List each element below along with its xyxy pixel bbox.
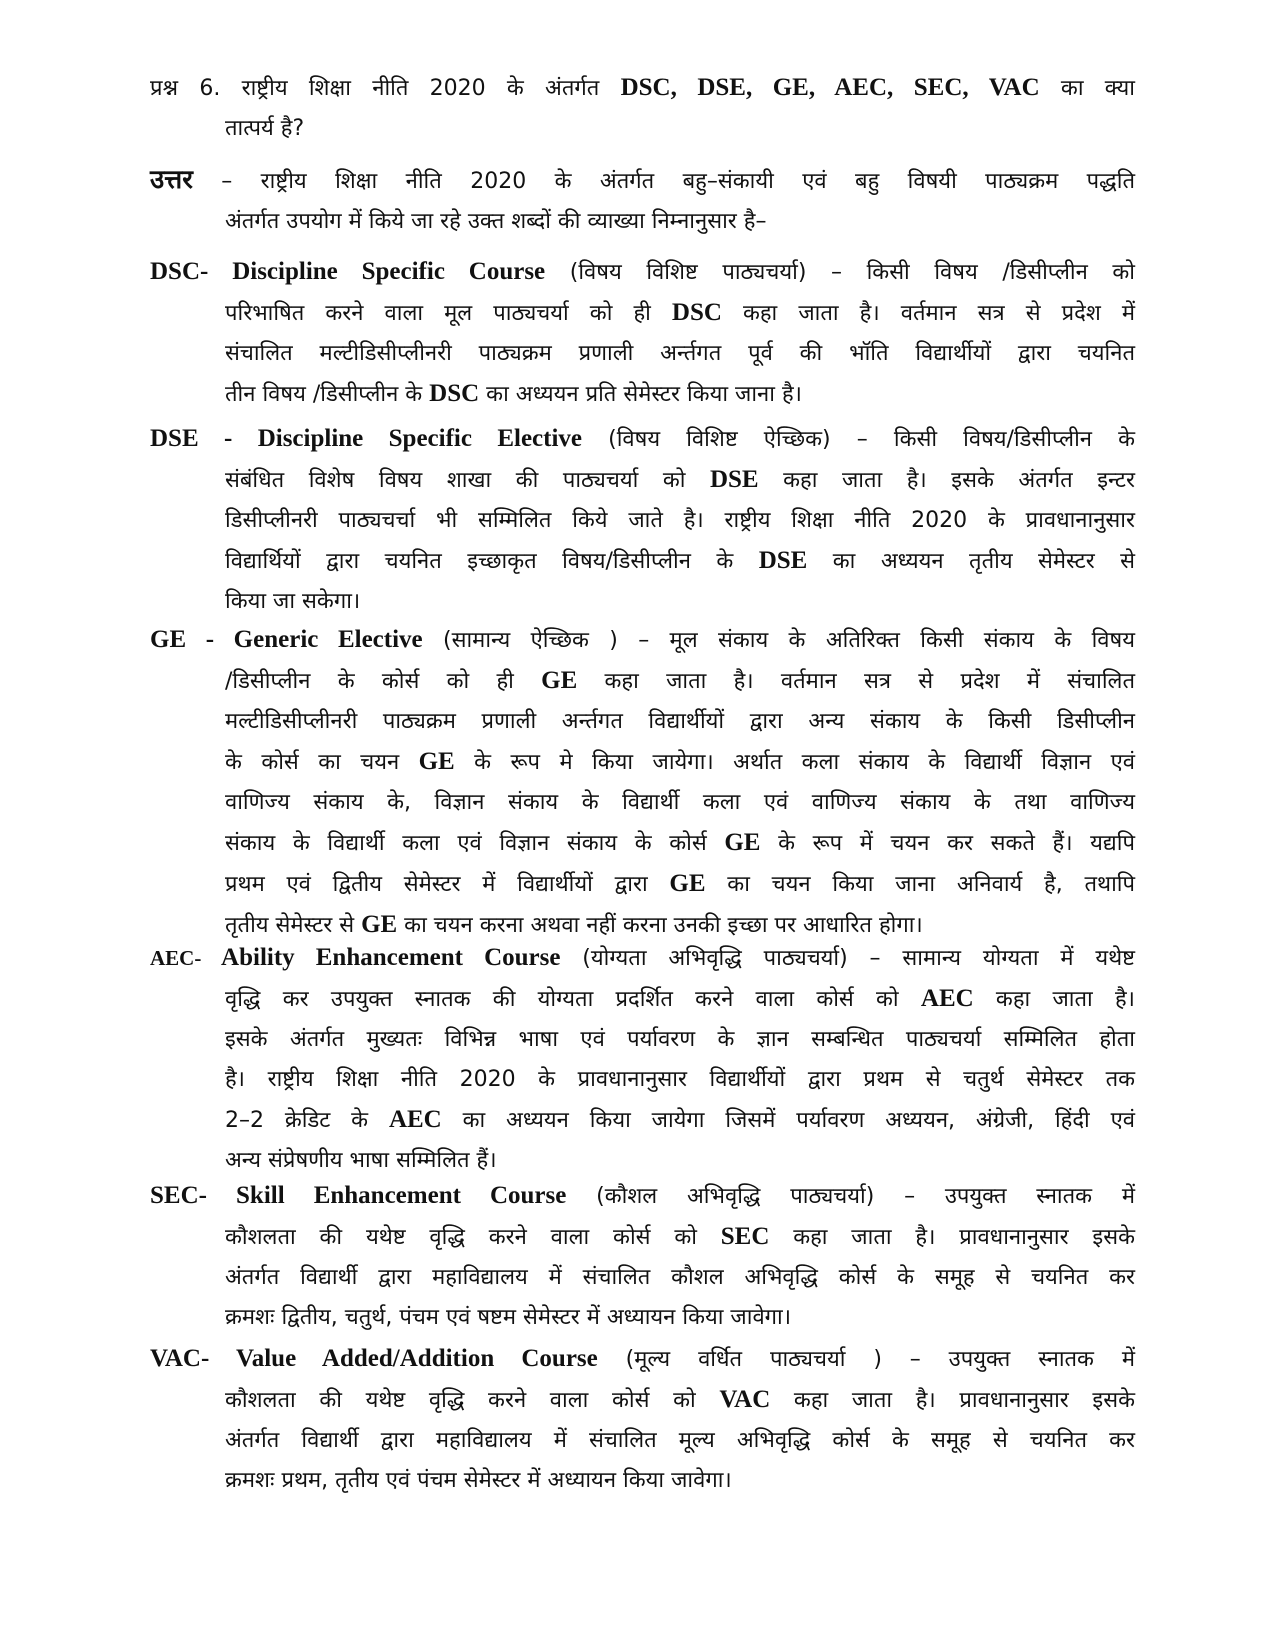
definition-heading-line (150, 1339, 1135, 1380)
body-text: 2–2 क्रेडिट के (225, 1108, 389, 1133)
body-text: डिसीप्लीनरी पाठ्यचर्चा भी सम्मिलित किये जाते है। राष्ट्रीय शिक्षा नीति 2020 के प्रावधानानुसार (225, 508, 1135, 533)
definition-body-line (150, 1141, 1135, 1181)
body-text: संकाय के विद्यार्थी कला एवं विज्ञान संकाय के कोर्स (225, 831, 725, 856)
definition-body-line (150, 334, 1135, 374)
inline-abbr: DSE (758, 547, 808, 574)
body-text: कौशलता की यथेष्ट वृद्धि करने वाला कोर्स को (225, 1388, 720, 1413)
inline-abbr: GE (361, 911, 398, 938)
definition-body-line (150, 1421, 1135, 1461)
definition-section (150, 938, 1135, 1181)
question-line (150, 109, 1135, 149)
definition-heading-line (150, 252, 1135, 293)
body-text: किया जा सकेगा। (225, 589, 361, 614)
definition-body-line (150, 1258, 1135, 1298)
inline-abbr: SEC (720, 1223, 770, 1250)
inline-abbr: AEC (388, 1106, 442, 1133)
definition-title: Value Added/Addition Course (209, 1345, 598, 1372)
body-text: क्रमशः प्रथम, तृतीय एवं पंचम सेमेस्टर में अध्यायन किया जावेगा। (225, 1468, 732, 1493)
body-text: के कोर्स का चयन (225, 750, 419, 775)
definition-section (150, 419, 1135, 622)
definition-title: Ability Enhancement Course (201, 944, 561, 971)
body-text: विद्यार्थियों द्वारा चयनित इच्छाकृत विषय/डिसीप्लीन के (225, 549, 759, 574)
definition-heading-line (150, 419, 1135, 460)
body-text: है। राष्ट्रीय शिक्षा नीति 2020 के प्रावधानानुसार विद्यार्थीयों द्वारा प्रथम से चतुर्थ सेमेस्टर तक (225, 1067, 1135, 1092)
answer-label: उत्तर (150, 165, 193, 195)
definition-hindi-title: (विषय विशिष्ट ऐच्छिक) – किसी विषय/डिसीप्लीन के (582, 427, 1136, 452)
body-text: का अध्ययन प्रति सेमेस्टर किया जाना है। (479, 382, 802, 407)
body-text: प्रथम एवं द्वितीय सेमेस्टर में विद्यार्थीयों द्वारा (225, 872, 670, 897)
definition-body-line (150, 293, 1135, 334)
body-text: वृद्धि कर उपयुक्त स्नातक की योग्यता प्रदर्शित करने वाला कोर्स को (225, 987, 921, 1012)
body-text: कहा जाता है। वर्तमान सत्र से प्रदेश में (721, 301, 1136, 326)
definition-title: - Generic Elective (186, 626, 423, 653)
body-text: के रूप मे किया जायेगा। अर्थात कला संकाय के विद्यार्थी विज्ञान एवं (454, 750, 1135, 775)
definition-body-line (150, 979, 1135, 1020)
definition-section (150, 252, 1135, 415)
body-text: कहा जाता है। इसके अंतर्गत इन्टर (758, 468, 1136, 493)
definition-abbr: DSC- (150, 258, 209, 285)
inline-abbr: DSC (671, 299, 722, 326)
question-text: राष्ट्रीय शिक्षा नीति 2020 के अंतर्गत (241, 76, 621, 101)
definition-body-line (150, 1060, 1135, 1100)
answer-line (150, 160, 1135, 202)
body-text: संचालित मल्टीडिसीप्लीनरी पाठ्यक्रम प्रणाली अर्न्तगत पूर्व की भॉति विद्यार्थीयों द्वारा चयनित (225, 341, 1135, 366)
definition-hindi-title: (मूल्य वर्धित पाठ्यचर्या ) – उपयुक्त स्नातक में (597, 1347, 1135, 1372)
body-text: कहा जाता है। प्रावधानानुसार इसके (769, 1225, 1135, 1250)
body-text: का अध्ययन किया जायेगा जिसमें पर्यावरण अध्ययन, अंग्रेजी, हिंदी एवं (441, 1108, 1135, 1133)
definition-body-line (150, 702, 1135, 742)
definition-abbr: DSE (150, 425, 199, 452)
definition-body-line (150, 582, 1135, 622)
inline-abbr: DSC (429, 380, 480, 407)
body-text: कौशलता की यथेष्ट वृद्धि करने वाला कोर्स को (225, 1225, 721, 1250)
body-text: संबंधित विशेष विषय शाखा की पाठ्यचर्या को (225, 468, 710, 493)
inline-abbr: GE (418, 748, 455, 775)
definition-heading-line (150, 1176, 1135, 1217)
definition-abbr: VAC- (150, 1345, 210, 1372)
question-label: प्रश्न 6. (150, 76, 221, 101)
inline-abbr: AEC (920, 985, 974, 1012)
question-text: तात्पर्य है? (225, 116, 305, 141)
definition-section (150, 620, 1135, 946)
definition-body-line (150, 783, 1135, 823)
inline-abbr: DSE (709, 466, 759, 493)
body-text: के रूप में चयन कर सकते हैं। यद्यपि (760, 831, 1135, 856)
body-text: अन्य संप्रेषणीय भाषा सम्मिलित हैं। (225, 1148, 497, 1173)
inline-abbr: GE (669, 870, 706, 897)
body-text: तृतीय सेमेस्टर से (225, 913, 362, 938)
body-text: कहा जाता है। वर्तमान सत्र से प्रदेश में संचालित (577, 669, 1135, 694)
answer-line (150, 202, 1135, 242)
definition-abbr: SEC- (150, 1182, 207, 1209)
body-text: इसके अंतर्गत मुख्यतः विभिन्न भाषा एवं पर्यावरण के ज्ञान सम्बन्धित पाठ्यचर्या सम्मिलित होता (225, 1027, 1135, 1052)
definition-body-line (150, 501, 1135, 541)
question-text-end: का क्या (1039, 76, 1136, 101)
body-text: वाणिज्य संकाय के, विज्ञान संकाय के विद्यार्थी कला एवं वाणिज्य संकाय के तथा वाणिज्य (225, 790, 1135, 815)
definition-body-line (150, 1217, 1135, 1258)
question-abbrs: DSC, DSE, GE, AEC, SEC, VAC (620, 74, 1040, 101)
definition-title: - Discipline Specific Elective (198, 425, 583, 452)
definition-heading-line (150, 938, 1135, 979)
definition-body-line (150, 1461, 1135, 1501)
definition-title: Skill Enhancement Course (206, 1182, 567, 1209)
definition-body-line (150, 541, 1135, 582)
definition-body-line (150, 742, 1135, 783)
body-text: परिभाषित करने वाला मूल पाठ्यचर्या को ही (225, 301, 672, 326)
definition-abbr: GE (150, 626, 187, 653)
definition-body-line (150, 1100, 1135, 1141)
definition-heading-line (150, 620, 1135, 661)
definition-body-line (150, 374, 1135, 415)
definition-hindi-title: (सामान्य ऐच्छिक ) – मूल संकाय के अतिरिक्त किसी संकाय के विषय (422, 628, 1136, 653)
definition-body-line (150, 864, 1135, 905)
definition-hindi-title: (कौशल अभिवृद्धि पाठ्यचर्या) – उपयुक्त स्नातक में (566, 1184, 1135, 1209)
body-text: अंतर्गत विद्यार्थी द्वारा महाविद्यालय में संचालित कौशल अभिवृद्धि कोर्स के समूह से चयनित कर (225, 1265, 1135, 1290)
body-text: क्रमशः द्वितीय, चतुर्थ, पंचम एवं षष्टम सेमेस्टर में अध्यायन किया जावेगा। (225, 1305, 792, 1330)
question-line (150, 68, 1135, 109)
definition-body-line (150, 1298, 1135, 1338)
body-text: कहा जाता है। प्रावधानानुसार इसके (770, 1388, 1135, 1413)
definition-abbr: AEC- (150, 946, 202, 970)
body-text: अंतर्गत विद्यार्थी द्वारा महाविद्यालय में संचालित मूल्य अभिवृद्धि कोर्स के समूह से चयनित कर (225, 1428, 1135, 1453)
definition-body-line (150, 823, 1135, 864)
definition-body-line (150, 661, 1135, 702)
body-text: /डिसीप्लीन के कोर्स को ही (225, 669, 542, 694)
definition-body-line (150, 1380, 1135, 1421)
body-text: का अध्ययन तृतीय सेमेस्टर से (807, 549, 1135, 574)
answer-text: – राष्ट्रीय शिक्षा नीति 2020 के अंतर्गत बहु–संकायी एवं बहु विषयी पाठ्यक्रम पद्धति (192, 169, 1135, 194)
body-text: तीन विषय /डिसीप्लीन के (225, 382, 430, 407)
definition-title: Discipline Specific Course (208, 258, 546, 285)
question-block (150, 68, 1135, 149)
definition-hindi-title: (योग्यता अभिवृद्धि पाठ्यचर्या) – सामान्य योग्यता में यथेष्ट (560, 946, 1135, 971)
body-text: का चयन किया जाना अनिवार्य है, तथापि (705, 872, 1135, 897)
inline-abbr: VAC (719, 1386, 771, 1413)
body-text: का चयन करना अथवा नहीं करना उनकी इच्छा पर आधारित होगा। (397, 913, 923, 938)
body-text: मल्टीडिसीप्लीनरी पाठ्यक्रम प्रणाली अर्न्तगत विद्यार्थीयों द्वारा अन्य संकाय के किसी डिसीप्लीन (225, 709, 1135, 734)
answer-block (150, 160, 1135, 242)
definition-body-line (150, 460, 1135, 501)
definition-body-line (150, 1020, 1135, 1060)
inline-abbr: GE (541, 667, 578, 694)
inline-abbr: GE (724, 829, 761, 856)
definition-section (150, 1176, 1135, 1338)
body-text: कहा जाता है। (973, 987, 1135, 1012)
definition-hindi-title: (विषय विशिष्ट पाठ्यचर्या) – किसी विषय /डिसीप्लीन को (545, 260, 1135, 285)
answer-text: अंतर्गत उपयोग में किये जा रहे उक्त शब्दों की व्याख्या निम्नानुसार है– (225, 209, 767, 234)
definition-section (150, 1339, 1135, 1501)
